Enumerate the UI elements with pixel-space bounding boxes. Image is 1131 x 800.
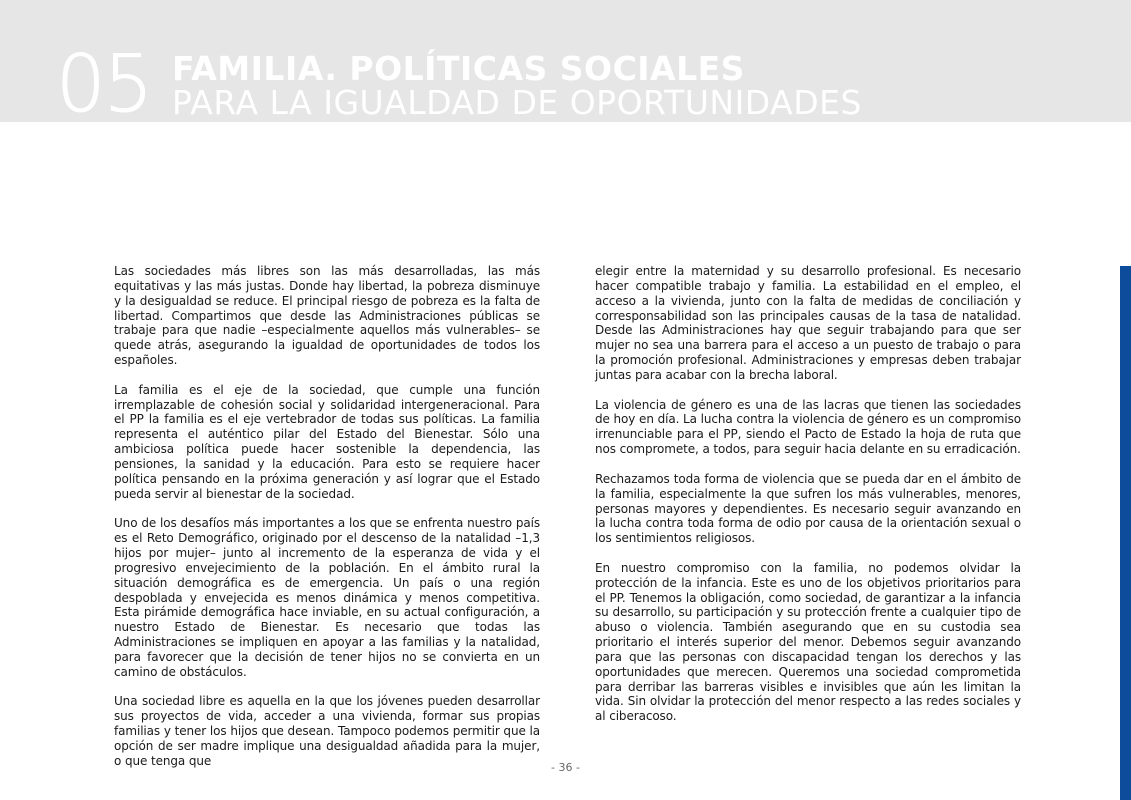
paragraph: La familia es el eje de la sociedad, que cumple una función irremplazable de cohesión social y solidaridad intergeneracional. Para el PP la familia es el eje vertebrador de todas sus políticas. La familia representa el auténtico pilar del Estado del Bienestar. Sólo una ambiciosa política puede hacer sostenible la dependencia, las pensiones, la sanidad y la educación. Para esto se requiere hacer política pensando en la próxima generación y así lograr que el Estado pueda servir al bienestar de la sociedad. <box>114 382 540 501</box>
page-number: - 36 - <box>551 761 580 774</box>
paragraph: En nuestro compromiso con la familia, no podemos olvidar la protección de la infancia. Este es uno de los objetivos prioritarios para el PP. Tenemos la obligación, como sociedad, de garantizar a la infancia su desarrollo, su participación y su protección frente a cualquier tipo de abuso o violencia. También asegurando que en su custodia sea prioritario el interés superior del menor. Debemos seguir avanzando para que las personas con discapacidad tengan los derechos y las oportunidades que merecen. Queremos una sociedad comprometida para derribar las barreras visibles e invisibles que aún les limitan la vida. Sin olvidar la protección del menor respecto a las redes sociales y al ciberacoso. <box>595 560 1021 724</box>
chapter-title: FAMILIA. POLÍTICAS SOCIALES <box>172 49 745 88</box>
left-text-column <box>114 264 540 784</box>
paragraph: Una sociedad libre es aquella en la que los jóvenes pueden desarrollar sus proyectos de vida, acceder a una vivienda, formar sus propias familias y tener los hijos que desean. Tampoco podemos permitir que la opción de ser madre implique una desigualdad añadida para la mujer, o que tenga que <box>114 694 540 768</box>
chapter-subtitle: PARA LA IGUALDAD DE OPORTUNIDADES <box>172 83 862 122</box>
chapter-number: 05 <box>56 40 152 130</box>
paragraph: Uno de los desafíos más importantes a los que se enfrenta nuestro país es el Reto Demográfico, originado por el descenso de la natalidad –1,3 hijos por mujer– junto al incremento de la esperanza de vida y el progresivo envejecimiento de la población. En el ámbito rural la situación demográfica es de emergencia. Un país o una región despoblada y envejecida es menos dinámica y menos competitiva. Esta pirámide demográfica hace inviable, en su actual configuración, a nuestro Estado de Bienestar. Es necesario que todas las Administraciones se impliquen en apoyar a las familias y la natalidad, para favorecer que la decisión de tener hijos no se convierta en un camino de obstáculos. <box>114 516 540 679</box>
paragraph: Rechazamos toda forma de violencia que se pueda dar en el ámbito de la familia, especialmente la que sufren los más vulnerables, menores, personas mayores y dependientes. Es necesario seguir avanzando en la lucha contra toda forma de odio por causa de la orientación sexual o los sentimientos religiosos. <box>595 471 1021 546</box>
right-text-column <box>595 264 1021 739</box>
chapter-header <box>0 0 1131 130</box>
paragraph: Las sociedades más libres son las más desarrolladas, las más equitativas y las más justas. Donde hay libertad, la pobreza disminuye y la desigualdad se reduce. El principal riesgo de pobreza es la falta de libertad. Compartimos que desde las Administraciones públicas se trabaje para que nadie –especialmente aquellos más vulnerables– se quede atrás, asegurando la igualdad de oportunidades de todos los españoles. <box>114 264 540 368</box>
accent-side-bar <box>1120 266 1131 800</box>
paragraph: La violencia de género es una de las lacras que tienen las sociedades de hoy en día. La lucha contra la violencia de género es un compromiso irrenunciable para el PP, siendo el Pacto de Estado la hoja de ruta que nos compromete, a todos, para seguir hacia delante en su erradicación. <box>595 397 1021 457</box>
paragraph: elegir entre la maternidad y su desarrollo profesional. Es necesario hacer compatible trabajo y familia. La estabilidad en el empleo, el acceso a la vivienda, junto con la falta de medidas de conciliación y corresponsabilidad son las principales causas de la tasa de natalidad. Desde las Administraciones hay que seguir trabajando para que ser mujer no sea una barrera para el acceso a un puesto de trabajo o para la promoción profesional. Administraciones y empresas deben trabajar juntas para acabar con la brecha laboral. <box>595 264 1021 382</box>
